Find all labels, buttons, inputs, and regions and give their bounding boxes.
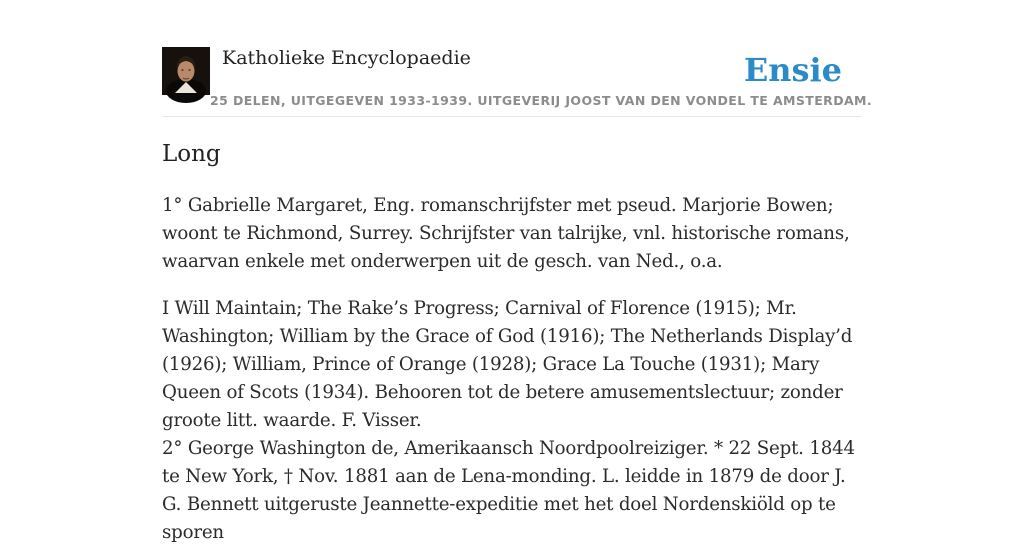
article-title: Long <box>162 141 221 167</box>
publication-avatar[interactable] <box>162 47 210 95</box>
publication-title[interactable]: Katholieke Encyclopaedie <box>222 47 471 69</box>
article <box>162 138 862 547</box>
publication-header <box>162 46 873 117</box>
portrait-image <box>162 47 210 95</box>
article-paragraph: 1° Gabrielle Margaret, Eng. romanschrijfster met pseud. Marjorie Bowen; woont te Richmond, Surrey. Schrijfster van talrijke, vnl. historische romans, waarvan enkele met onderwerpen uit de gesch. van Ned., o.a. <box>162 195 850 272</box>
brand-logo[interactable]: Ensie <box>743 51 842 89</box>
article-paragraph: 2° George Washington de, Amerikaansch Noordpoolreiziger. * 22 Sept. 1844 te New York, † Nov. 1881 aan de Lena-monding. L. leidde in 1879 de door J. G. Bennett uitgeruste Jeannette-expeditie met het doel Nordenskiöld op te sporen <box>162 438 855 543</box>
article-paragraph: I Will Maintain; The Rake’s Progress; Carnival of Florence (1915); Mr. Washington; William by the Grace of God (1916); The Netherlands Display’d (1926); William, Prince of Orange (1928); Grace La Touche (1931); Mary Queen of Scots (1934). Behooren tot de betere amusementslectuur; zonder groote litt. waarde. F. Visser. <box>162 298 853 431</box>
publication-meta: 25 DELEN, UITGEGEVEN 1933-1939. UITGEVERIJ JOOST VAN DEN VONDEL TE AMSTERDAM. <box>210 93 873 108</box>
